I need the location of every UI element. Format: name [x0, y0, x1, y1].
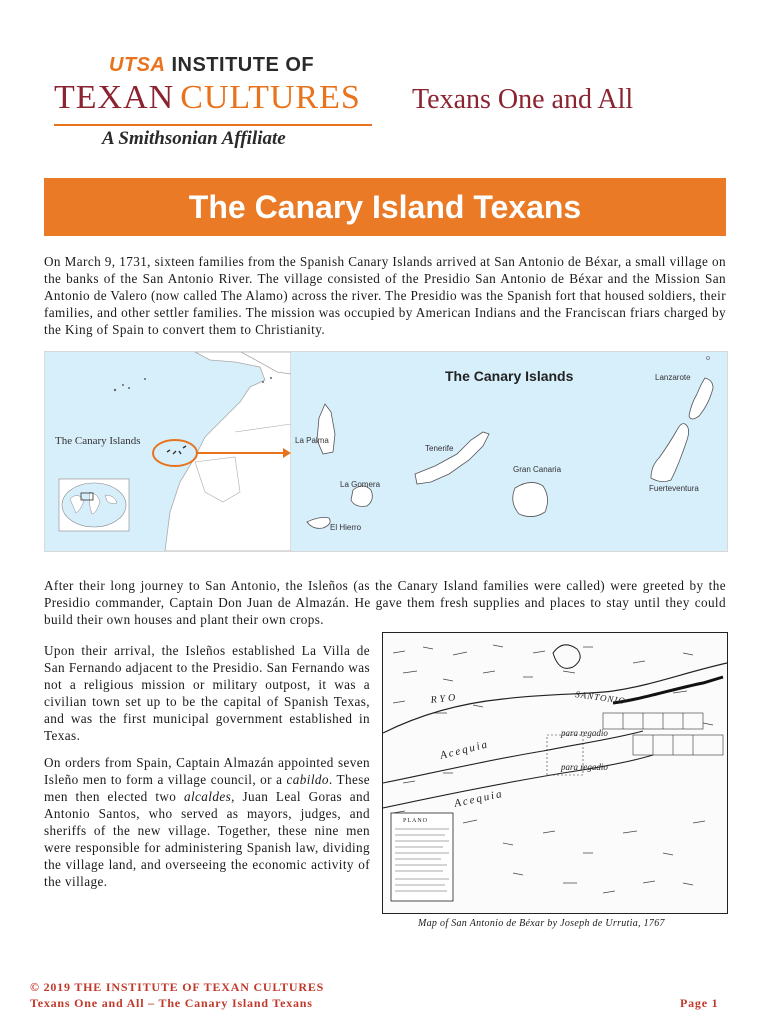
logo-line-2: [54, 78, 361, 118]
label-la-gomera: La Gomera: [340, 480, 381, 489]
island-dot: [262, 381, 264, 383]
island-dot: [122, 384, 124, 386]
cabildo-text-3: , Juan Leal Goras and Antonio Santos, who served as mayors, judges, and sheriffs of the new village. Together, these nine men were responsible for administering Spanish law, dividing the village land, and overseeing the economic activity of the village.: [44, 789, 370, 889]
title-banner: [44, 178, 726, 236]
label-fuerteventura: Fuerteventura: [649, 484, 699, 493]
map-legend-box: [391, 813, 453, 901]
logo-texan: TEXAN: [54, 79, 175, 116]
footer-series: Texans One and All – The Canary Island Texans: [30, 996, 313, 1010]
label-para-regadio-1: para regadio: [561, 728, 608, 738]
villa-paragraph: Upon their arrival, the Isleños established La Villa de San Fernando adjacent to the Presidio. San Fernando was not a religious mission or military outpost, it was a civilian town set up to be the capital of Spanish Texas, and was the first municipal government established in Texas.: [44, 643, 370, 743]
island-dot: [114, 389, 116, 391]
institute-logo: [44, 48, 384, 158]
world-canary-label: The Canary Islands: [55, 435, 141, 447]
label-la-palma: La Palma: [295, 436, 329, 445]
intro-paragraph: On March 9, 1731, sixteen families from the Spanish Canary Islands arrived at San Antonio de Béxar, a small village on the banks of the San Antonio River. The village consisted of the Presidio San Antonio de Béxar and the Mission San Antonio de Valero (now called The Alamo) across the river. The Presidio was the Spanish fort that housed soldiers, their families, and other settler families. The mission was occupied by American Indians and the Franciscan friars charged by the King of Spain to convert them to Christianity.: [44, 254, 726, 337]
logo-divider: [54, 124, 372, 126]
cabildo-text-1: On orders from Spain, Captain Almazán appointed seven Isleño men to form a village council, or a: [44, 755, 370, 787]
alcaldes-term: alcaldes: [183, 789, 232, 804]
label-gran-canaria: Gran Canaria: [513, 465, 562, 474]
river-label-santonio: SANTONIO: [574, 689, 627, 707]
historic-map-svg: [383, 633, 727, 913]
label-acequia-1: Acequia: [438, 738, 491, 762]
logo-institute-of: INSTITUTE OF: [171, 54, 315, 76]
footer-page-number: Page 1: [680, 996, 719, 1010]
map-caption: Map of San Antonio de Béxar by Joseph de Urrutia, 1767: [418, 918, 665, 929]
island-gran-canaria: [513, 482, 548, 516]
logo-cultures: CULTURES: [180, 79, 361, 116]
historic-map: [382, 632, 728, 914]
footer-copyright: © 2019 THE INSTITUTE OF TEXAN CULTURES: [30, 980, 325, 994]
logo-affiliate: A Smithsonian Affiliate: [102, 128, 286, 149]
canary-islands-map: [44, 351, 728, 552]
island-dot: [128, 387, 130, 389]
cabildo-text-2: . These men then elected two: [44, 772, 370, 804]
island-dot: [144, 378, 146, 380]
logo-line-1: [109, 54, 314, 77]
label-lanzarote: Lanzarote: [655, 373, 691, 382]
legend-title: PLANO: [403, 818, 429, 824]
greeting-paragraph: After their long journey to San Antonio, the Isleños (as the Canary Island families were called) were greeted by the Presidio commander, Captain Don Juan de Almazán. He gave them fresh supplies and places to stay until they could build their own houses and plant their own crops.: [44, 578, 726, 627]
label-acequia-2: Acequia: [453, 787, 505, 810]
series-tagline: Texans One and All: [412, 84, 634, 115]
label-para-regadio-2: para regadio: [561, 762, 608, 772]
island-la-gomera: [351, 486, 372, 506]
canary-map-svg: [45, 352, 727, 551]
page-title: The Canary Island Texans: [188, 188, 582, 225]
logo-utsa: UTSA: [109, 54, 166, 76]
label-el-hierro: El Hierro: [330, 523, 362, 532]
cabildo-paragraph: [44, 754, 370, 890]
label-tenerife: Tenerife: [425, 444, 454, 453]
cabildo-term: cabildo: [286, 772, 329, 787]
river-label-ryo: RYO: [430, 692, 459, 706]
island-dot: [270, 377, 272, 379]
archipelago-title: The Canary Islands: [445, 368, 574, 384]
